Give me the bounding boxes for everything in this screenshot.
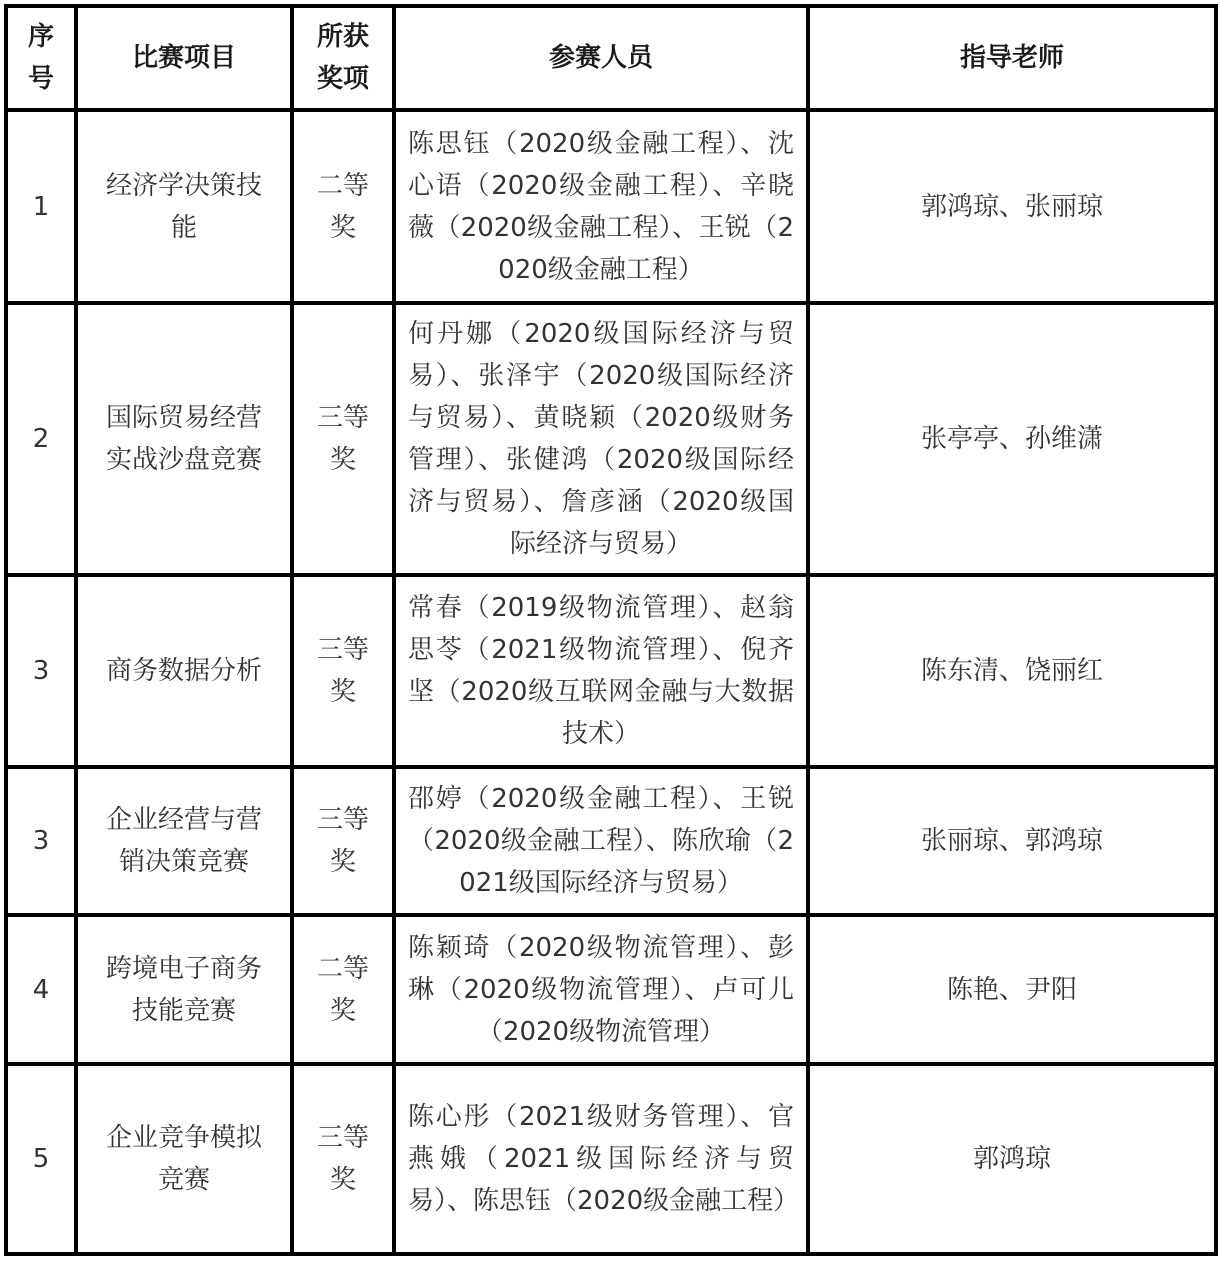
row-award: 三等奖 [292, 767, 394, 915]
row-advisors: 张丽琼、郭鸿琼 [808, 767, 1216, 915]
row-participants: 邵婷（2020级金融工程）、王锐（2020级金融工程）、陈欣瑜（2021级国际经济与贸易） [394, 767, 808, 915]
awards-table [4, 4, 1218, 1256]
header-award: 所获奖项 [292, 6, 394, 110]
row-award: 二等奖 [292, 915, 394, 1064]
header-row [6, 6, 1216, 110]
header-project: 比赛项目 [76, 6, 292, 110]
row-seq: 3 [6, 575, 76, 767]
row-project: 跨境电子商务技能竞赛 [76, 915, 292, 1064]
header-advisors: 指导老师 [808, 6, 1216, 110]
row-participants: 常春（2019级物流管理）、赵翁思苓（2021级物流管理）、倪齐坚（2020级互联网金融与大数据技术） [394, 575, 808, 767]
row-project: 国际贸易经营实战沙盘竞赛 [76, 303, 292, 575]
table-row [6, 1064, 1216, 1254]
row-project: 企业竞争模拟竞赛 [76, 1064, 292, 1254]
table-row [6, 303, 1216, 575]
row-seq: 1 [6, 110, 76, 303]
header-seq: 序号 [6, 6, 76, 110]
row-advisors: 郭鸿琼、张丽琼 [808, 110, 1216, 303]
row-award: 三等奖 [292, 575, 394, 767]
row-advisors: 郭鸿琼 [808, 1064, 1216, 1254]
table-row [6, 110, 1216, 303]
table-row [6, 767, 1216, 915]
table-row [6, 575, 1216, 767]
row-project: 经济学决策技能 [76, 110, 292, 303]
header-participants: 参赛人员 [394, 6, 808, 110]
row-seq: 5 [6, 1064, 76, 1254]
table-row [6, 915, 1216, 1064]
row-award: 三等奖 [292, 303, 394, 575]
row-seq: 3 [6, 767, 76, 915]
row-project: 商务数据分析 [76, 575, 292, 767]
row-award: 二等奖 [292, 110, 394, 303]
row-advisors: 陈东清、饶丽红 [808, 575, 1216, 767]
row-advisors: 张亭亭、孙维潇 [808, 303, 1216, 575]
row-participants: 陈心彤（2021级财务管理）、官燕娥（2021级国际经济与贸易）、陈思钰（2020级金融工程） [394, 1064, 808, 1254]
row-participants: 陈思钰（2020级金融工程）、沈心语（2020级金融工程）、辛晓薇（2020级金融工程）、王锐（2020级金融工程） [394, 110, 808, 303]
row-seq: 2 [6, 303, 76, 575]
row-award: 三等奖 [292, 1064, 394, 1254]
row-seq: 4 [6, 915, 76, 1064]
row-project: 企业经营与营销决策竞赛 [76, 767, 292, 915]
row-participants: 何丹娜（2020级国际经济与贸易）、张泽宇（2020级国际经济与贸易）、黄晓颖（2020级财务管理）、张健鸿（2020级国际经济与贸易）、詹彦涵（2020级国际经济与贸易） [394, 303, 808, 575]
row-participants: 陈颖琦（2020级物流管理）、彭琳（2020级物流管理）、卢可儿（2020级物流管理） [394, 915, 808, 1064]
row-advisors: 陈艳、尹阳 [808, 915, 1216, 1064]
